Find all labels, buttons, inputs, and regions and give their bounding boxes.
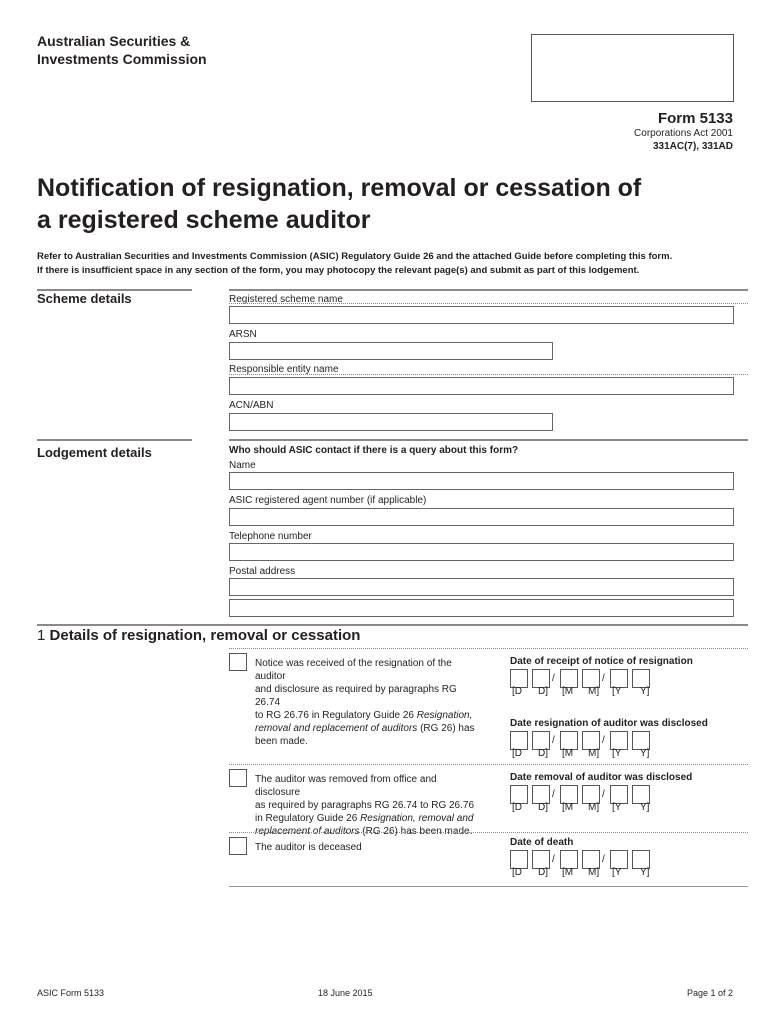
date-disclosed-label: Date resignation of auditor was disclosed [510, 718, 708, 729]
section-title: Details of resignation, removal or cessation [49, 627, 361, 644]
option-text-part: to RG 26.76 in Regulatory Guide 26 [255, 710, 417, 721]
org-line-1: Australian Securities & [37, 33, 191, 49]
intro-line-2: If there is insufficient space in any section of the form, you may photocopy the relevant page(s) and submit as part of this lodgement. [37, 265, 640, 276]
date-format-caption: M] [588, 802, 600, 813]
divider [229, 886, 748, 887]
section-1-heading [37, 627, 360, 644]
section-number: 1 [37, 627, 46, 644]
date-format-caption: [D [512, 686, 522, 697]
guide-title-italic: replacement of auditors [255, 826, 360, 837]
date-format-caption: D] [538, 867, 548, 878]
option-line: been made. [255, 736, 308, 747]
date-format-caption: [D [512, 748, 522, 759]
date-format-caption: D] [538, 686, 548, 697]
scheme-details-heading: Scheme details [37, 291, 132, 306]
date-format-caption: [Y [612, 748, 622, 759]
telephone-field[interactable] [229, 543, 734, 561]
guide-title-italic: Resignation, removal and [360, 813, 474, 824]
page-title [37, 172, 737, 236]
date-slash: / [552, 673, 555, 684]
date-format-caption: [D [512, 802, 522, 813]
option-line: and disclosure as required by paragraphs RG 26.74 [255, 684, 457, 708]
date-slash: / [552, 854, 555, 865]
title-line-2: a registered scheme auditor [37, 206, 371, 234]
option-text-part: (RG 26) has [417, 723, 475, 734]
divider [37, 439, 192, 441]
organisation-name [37, 32, 207, 68]
dotted-separator [229, 303, 748, 304]
divider [37, 624, 748, 626]
date-format-caption: Y] [640, 686, 650, 697]
date-format-caption: Y] [640, 867, 650, 878]
date-format-caption: D] [538, 748, 548, 759]
option-line: as required by paragraphs RG 26.74 to RG 26.76 [255, 800, 475, 811]
acn-abn-label: ACN/ABN [229, 400, 274, 411]
dotted-separator [229, 764, 748, 765]
date-format-caption: D] [538, 802, 548, 813]
responsible-entity-field[interactable] [229, 377, 734, 395]
date-slash: / [602, 854, 605, 865]
contact-question: Who should ASIC contact if there is a query about this form? [229, 445, 519, 456]
deceased-checkbox[interactable] [229, 837, 247, 855]
date-death-label: Date of death [510, 837, 574, 848]
arsn-field[interactable] [229, 342, 553, 360]
agent-number-label: ASIC registered agent number (if applicable) [229, 495, 427, 506]
option-line [255, 812, 480, 825]
dotted-separator [229, 832, 748, 833]
divider [229, 439, 748, 441]
option-line: Notice was received of the resignation of the auditor [255, 658, 452, 682]
date-format-caption: M] [588, 867, 600, 878]
date-slash: / [602, 735, 605, 746]
footer-form-name: ASIC Form 5133 [37, 988, 105, 998]
contact-name-field[interactable] [229, 472, 734, 490]
removal-checkbox[interactable] [229, 769, 247, 787]
title-line-1: Notification of resignation, removal or cessation of [37, 174, 642, 202]
responsible-entity-label: Responsible entity name [229, 364, 339, 375]
date-format-caption: [M [562, 802, 574, 813]
footer-date: 18 June 2015 [318, 988, 373, 998]
date-receipt-label: Date of receipt of notice of resignation [510, 656, 693, 667]
date-slash: / [602, 673, 605, 684]
date-removal-label: Date removal of auditor was disclosed [510, 772, 693, 783]
date-format-caption: [M [562, 867, 574, 878]
footer-page-number: Page 1 of 2 [686, 988, 733, 998]
date-slash: / [552, 789, 555, 800]
deceased-option-text: The auditor is deceased [255, 842, 362, 853]
org-line-2: Investments Commission [37, 51, 207, 67]
telephone-label: Telephone number [229, 531, 312, 542]
postal-address-field-line-1[interactable] [229, 578, 734, 596]
resignation-option-text [255, 657, 480, 748]
dotted-separator [229, 648, 748, 649]
office-use-stamp-box [531, 34, 734, 102]
act-reference: Corporations Act 2001 [634, 128, 733, 139]
date-format-caption: [D [512, 867, 522, 878]
contact-name-label: Name [229, 460, 256, 471]
date-format-caption: [M [562, 686, 574, 697]
section-reference: 331AC(7), 331AD [652, 141, 733, 152]
acn-abn-field[interactable] [229, 413, 553, 431]
arsn-label: ARSN [229, 329, 257, 340]
option-text-part: in Regulatory Guide 26 [255, 813, 361, 824]
guide-title-italic: removal and replacement of auditors [255, 723, 418, 734]
removal-option-text [255, 773, 480, 838]
dotted-separator [229, 374, 748, 375]
lodgement-details-heading: Lodgement details [37, 445, 152, 460]
date-format-caption: [M [562, 748, 574, 759]
date-slash: / [602, 789, 605, 800]
agent-number-field[interactable] [229, 508, 734, 526]
scheme-name-label: Registered scheme name [229, 294, 343, 305]
date-format-caption: M] [588, 748, 600, 759]
guide-title-italic: Resignation, [416, 710, 473, 721]
date-format-caption: [Y [612, 867, 622, 878]
date-format-caption: Y] [640, 748, 650, 759]
date-slash: / [552, 735, 555, 746]
intro-line-1: Refer to Australian Securities and Investments Commission (ASIC) Regulatory Guide 26 and the attached Guide before completing this form. [37, 251, 673, 262]
date-format-caption: M] [588, 686, 600, 697]
option-line [255, 722, 480, 735]
option-line: The auditor was removed from office and disclosure [255, 774, 437, 798]
date-format-caption: Y] [640, 802, 650, 813]
form-number: Form 5133 [657, 110, 733, 127]
option-line [255, 709, 480, 722]
postal-address-label: Postal address [229, 566, 296, 577]
option-text-part: (RG 26) has been made. [359, 826, 473, 837]
scheme-name-field[interactable] [229, 306, 734, 324]
date-format-caption: [Y [612, 802, 622, 813]
resignation-checkbox[interactable] [229, 653, 247, 671]
date-format-caption: [Y [612, 686, 622, 697]
intro-text [37, 250, 737, 278]
divider [229, 289, 748, 291]
postal-address-field-line-2[interactable] [229, 599, 734, 617]
